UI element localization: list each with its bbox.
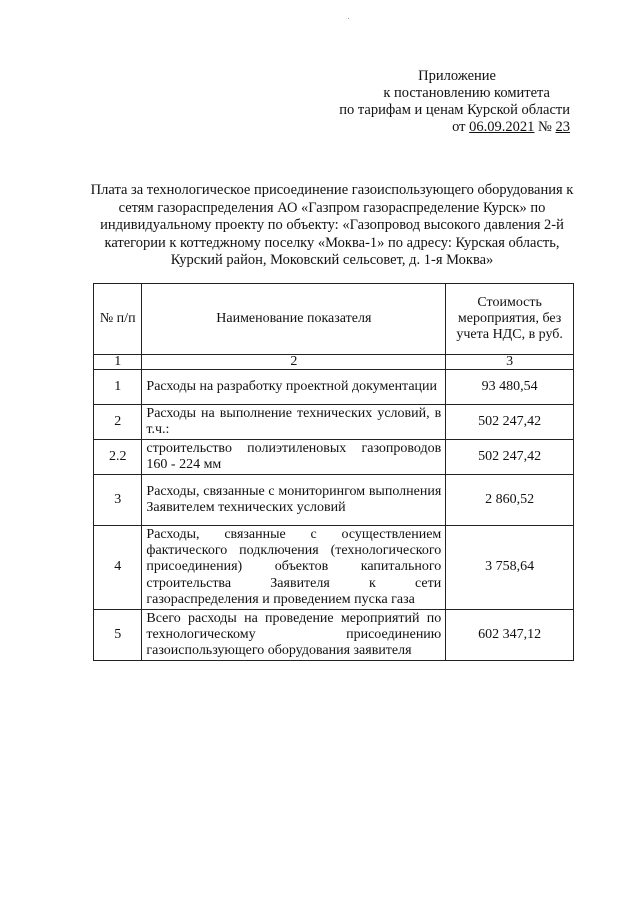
appendix-label: Приложение — [418, 68, 496, 84]
table-row — [94, 475, 574, 526]
row-cost: 502 247,42 — [446, 440, 574, 475]
column-index: 3 — [446, 355, 574, 370]
header-number: № п/п — [94, 284, 142, 355]
column-index-row — [94, 355, 574, 370]
row-name: Расходы, связанные с мониторингом выполнения Заявителем технических условий — [142, 475, 446, 526]
row-cost: 93 480,54 — [446, 370, 574, 405]
row-cost: 502 247,42 — [446, 405, 574, 440]
document-title: Плата за технологическое присоединение газоиспользующего оборудования к сетям газораспределения АО «Газпром газораспределение Курск» по индивидуальному проекту по объекту: «Газопровод высокого давления 2-й категории к коттеджному поселку «Моква-1» по адресу: Курская область, Курский район, Моковский сельсовет, д. 1-я Моква» — [90, 182, 574, 269]
table-row — [94, 405, 574, 440]
row-number: 1 — [94, 370, 142, 405]
fee-table — [93, 283, 574, 661]
appendix-header — [339, 68, 570, 136]
header-cost: Стоимость мероприятия, без учета НДС, в руб. — [446, 284, 574, 355]
row-number: 2.2 — [94, 440, 142, 475]
table-header-row — [94, 284, 574, 355]
row-number: 3 — [94, 475, 142, 526]
row-cost: 2 860,52 — [446, 475, 574, 526]
scan-speck — [348, 18, 349, 19]
row-name: Расходы на разработку проектной документации — [142, 370, 446, 405]
row-number: 2 — [94, 405, 142, 440]
appendix-line-committee: к постановлению комитета — [383, 85, 550, 101]
decree-number: 23 — [555, 119, 570, 135]
decree-date: 06.09.2021 — [469, 119, 535, 135]
column-index: 1 — [94, 355, 142, 370]
row-name: строительство полиэтиленовых газопроводов 160 - 224 мм — [142, 440, 446, 475]
row-number: 4 — [94, 526, 142, 610]
row-number: 5 — [94, 610, 142, 661]
row-name: Расходы, связанные с осуществлением фактического подключения (технологического присоединения) объектов капитального строительства Заявителя к сети газораспределения и проведением пуска газа — [142, 526, 446, 610]
table-row — [94, 440, 574, 475]
appendix-line-tariffs: по тарифам и ценам Курской области — [339, 102, 570, 118]
table-row — [94, 610, 574, 661]
header-indicator-name: Наименование показателя — [142, 284, 446, 355]
date-prefix: от — [452, 119, 470, 135]
row-name: Расходы на выполнение технических условий, в т.ч.: — [142, 405, 446, 440]
row-name: Всего расходы на проведение мероприятий по технологическому присоединению газоиспользующего оборудования заявителя — [142, 610, 446, 661]
row-cost: 602 347,12 — [446, 610, 574, 661]
column-index: 2 — [142, 355, 446, 370]
table-row — [94, 370, 574, 405]
row-cost: 3 758,64 — [446, 526, 574, 610]
appendix-date-line — [339, 119, 570, 136]
number-prefix: № — [534, 119, 556, 135]
table-row — [94, 526, 574, 610]
